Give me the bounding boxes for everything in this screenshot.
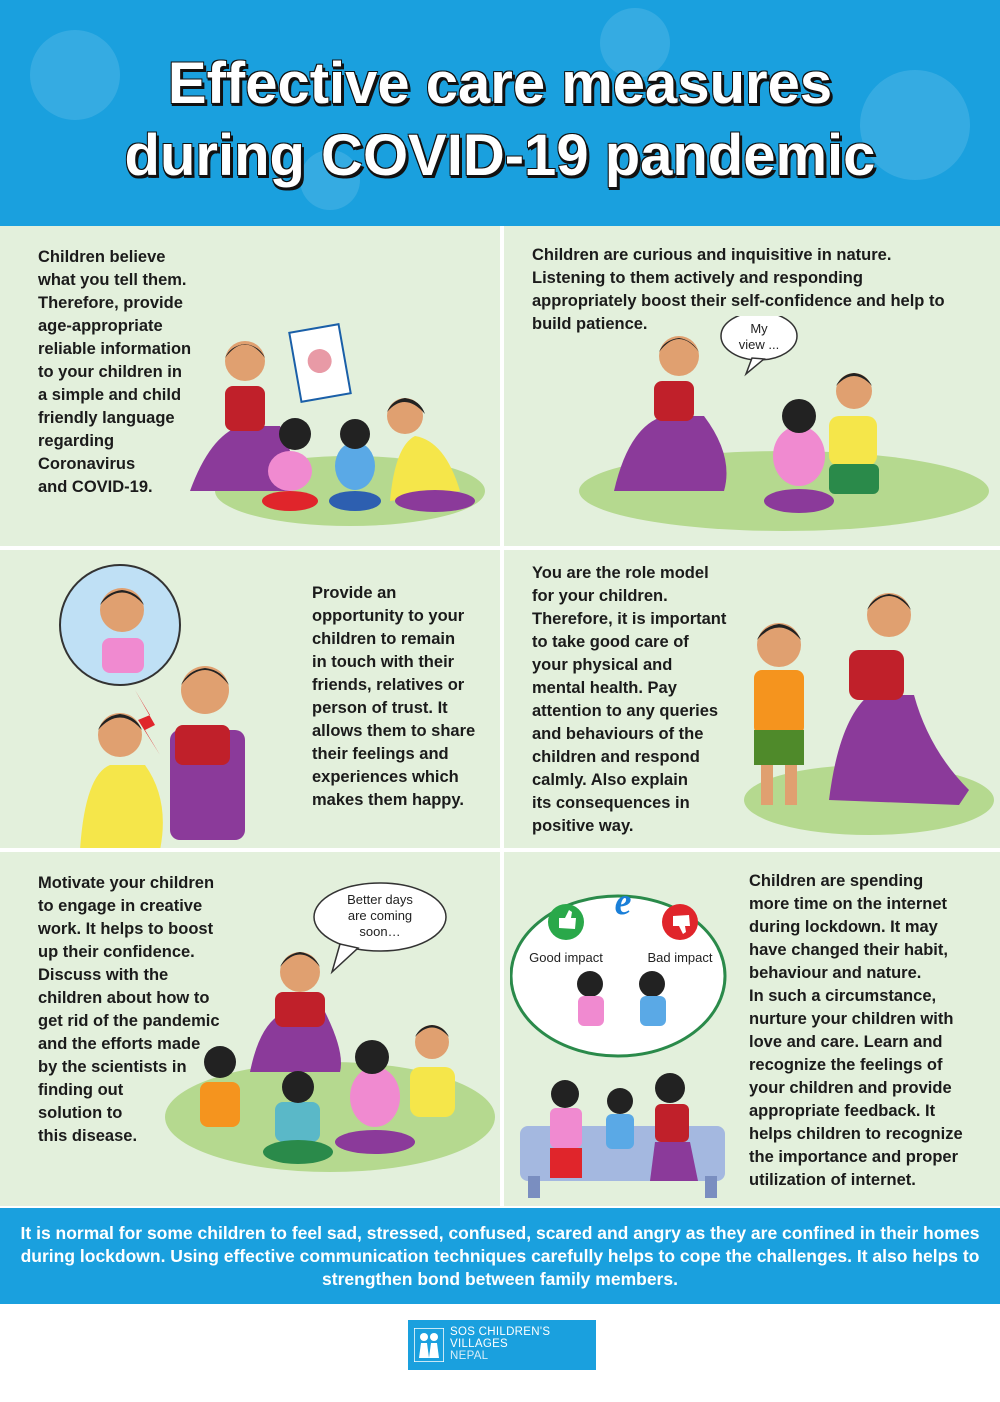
- bubble-line: soon…: [359, 924, 401, 939]
- panel-creative-work: [0, 852, 500, 1206]
- panel-internet-use: [504, 852, 1000, 1206]
- bad-impact-label: Bad impact: [647, 950, 713, 965]
- page-title: [0, 48, 1000, 192]
- bubble-line: Better days: [347, 892, 413, 907]
- title-line-1: Effective care measures: [167, 51, 833, 116]
- internet-browser-icon: e: [614, 881, 632, 923]
- bubble-line: are coming: [347, 908, 413, 923]
- family-on-devices-illustration: [510, 876, 742, 1202]
- panel-stay-in-touch: [0, 550, 500, 848]
- mother-showing-poster-illustration: [180, 316, 490, 536]
- good-impact-label: Good impact: [529, 950, 603, 965]
- mother-storytelling-illustration: [160, 882, 495, 1182]
- sos-logo-icon: [414, 1328, 444, 1362]
- title-line-2: during COVID-19 pandemic: [124, 123, 876, 188]
- footer-message-banner: [0, 1208, 1000, 1304]
- mother-comforting-child-illustration: [729, 570, 994, 840]
- panel-text: You are the role model for your children. Therefore, it is important to take good care of your physical and mental health. Pay attention to any queries and behaviours of the children and respond calmly. Also explain its consequences in positive way.: [532, 564, 727, 835]
- logo-line-1: SOS CHILDREN'S: [450, 1326, 551, 1338]
- panel-text: Children are curious and inquisitive in nature. Listening to them actively and responding appropriately boost their self-confidence and help to build patience.: [532, 246, 945, 333]
- panel-reliable-information: [0, 226, 500, 546]
- children-sharing-views-illustration: [574, 316, 994, 536]
- panel-role-model: [504, 550, 1000, 848]
- panel-text: Children believe what you tell them. Therefore, provide age-appropriate reliable information to your children in a simple and child friendly language regarding Coronavirus and COVID-19.: [38, 248, 192, 496]
- bubble-line: view ...: [738, 337, 780, 352]
- panel-text: Motivate your children to engage in creative work. It helps to boost up their confidence. Discuss with the children about how to get rid of the pandemic and the efforts made by the scientists in finding out solution to this disease.: [38, 874, 220, 1145]
- footer-message: It is normal for some children to feel sad, stressed, confused, scared and angry as they are confined in their homes during lockdown. Using effective communication techniques carefully helps to cope the challenges. It also helps to strengthen bond between family members.: [20, 1223, 980, 1289]
- panel-text: Children are spending more time on the internet during lockdown. It may have changed their habit, behaviour and nature. In such a circumstance, nurture your children with love and care. Learn and recognize the feelings of your children and provide appropriate feedback. It helps children to recognize the importance and proper utilization of internet.: [749, 872, 963, 1189]
- logo-line-3: NEPAL: [450, 1350, 489, 1362]
- panel-text: Provide an opportunity to your children to remain in touch with their friends, relatives or person of trust. It allows them to share their feelings and experiences which makes them happy.: [312, 584, 476, 809]
- panel-active-listening: [504, 226, 1000, 546]
- sos-childrens-villages-logo: [408, 1320, 596, 1370]
- logo-line-2: VILLAGES: [450, 1338, 509, 1350]
- bubble-line: My: [750, 321, 768, 336]
- child-on-phone-illustration: [50, 560, 310, 848]
- header-banner: [0, 0, 1000, 226]
